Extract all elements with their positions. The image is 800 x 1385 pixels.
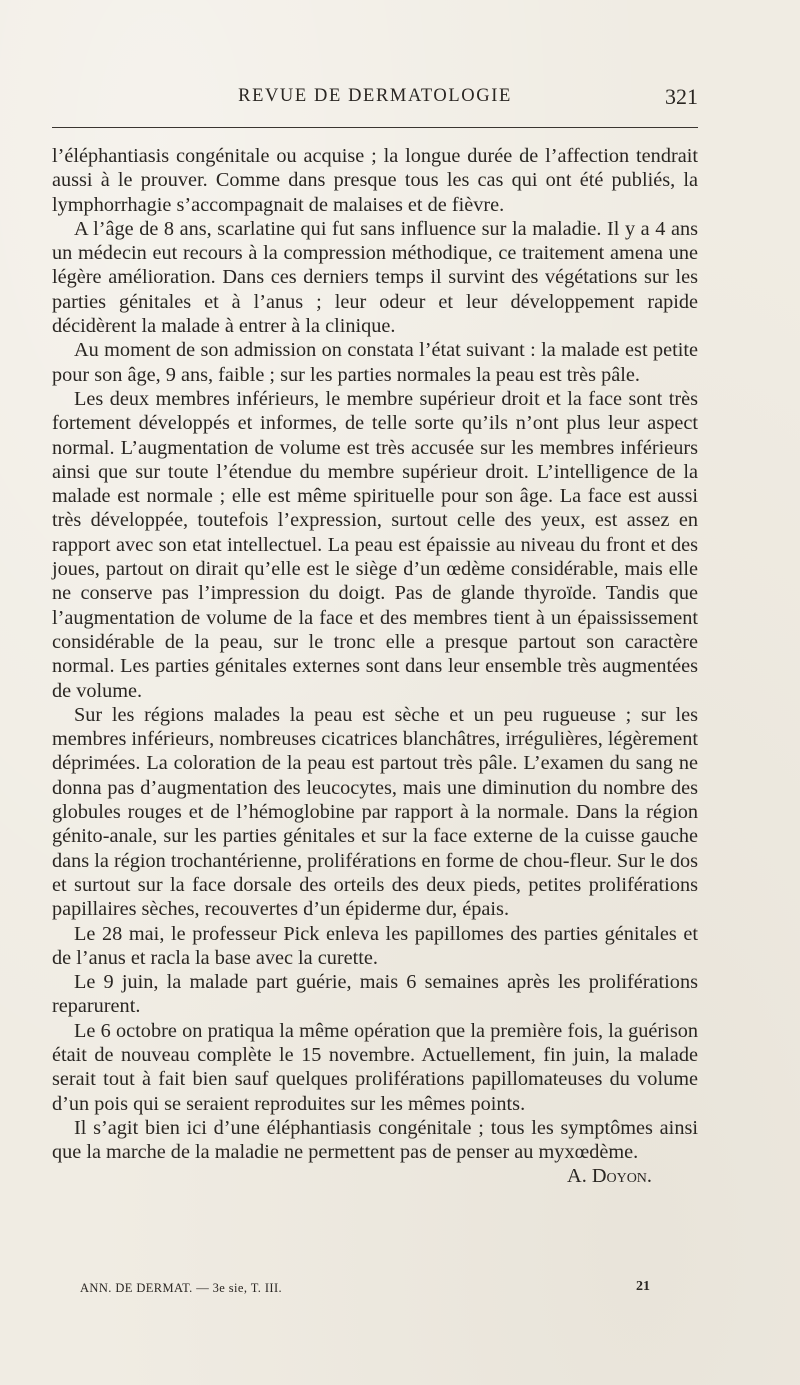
page-footer	[80, 1281, 650, 1301]
page-header	[52, 86, 698, 116]
paragraph: Le 9 juin, la malade part guérie, mais 6 semaines après les proliférations reparurent.	[52, 971, 698, 1018]
running-title: REVUE DE DERMATOLOGIE	[238, 86, 512, 106]
page-number: 321	[665, 84, 698, 109]
paragraph: Au moment de son admission on constata l’état suivant : la malade est petite pour son âge, 9 ans, faible ; sur les parties normales la peau est très pâle.	[52, 339, 698, 386]
paragraph: Sur les régions malades la peau est sèche et un peu rugueuse ; sur les membres inférieurs, nombreuses cicatrices blanchâtres, irrégulières, légèrement déprimées. La coloration de la peau est partout très pâle. L’examen du sang ne donna pas d’augmentation des leucocytes, mais une diminution du nombre des globules rouges et de l’hémoglobine par rapport à la normale. Dans la région génito-anale, sur les parties génitales et sur la face externe de la cuisse gauche dans la région trochantérienne, proliférations en forme de chou-fleur. Sur le dos et surtout sur la face dorsale des orteils des deux pieds, petites proliférations papillaires sèches, recouvertes d’un épiderme dur, épais.	[52, 703, 698, 921]
paragraph: Le 6 octobre on pratiqua la même opération que la première fois, la guérison était de nouveau complète le 15 novembre. Actuellement, fin juin, la malade serait tout à fait bien sauf quelques proliférations papillomateuses du volume d’un pois qui se seraient reproduites sur les mêmes points.	[52, 1019, 698, 1115]
body-text	[52, 144, 698, 1189]
header-rule	[52, 127, 698, 128]
paragraph: A l’âge de 8 ans, scarlatine qui fut sans influence sur la maladie. Il y a 4 ans un médecin eut recours à la compression méthodique, ce traitement amena une légère amélioration. Dans ces derniers temps il survint des végétations sur les parties génitales et à l’anus ; leur odeur et leur développement rapide décidèrent la malade à entrer à la clinique.	[52, 217, 698, 338]
author-signature: A. Doyon.	[567, 1165, 652, 1188]
paragraph: Le 28 mai, le professeur Pick enleva les papillomes des parties génitales et de l’anus et racla la base avec la curette.	[52, 922, 698, 969]
paragraph: l’éléphantiasis congénitale ou acquise ; la longue durée de l’affection tendrait aussi à le prouver. Comme dans presque tous les cas qui ont été publiés, la lymphorrhagie s’accompagnait de malaises et de fièvre.	[52, 145, 698, 216]
paragraph: Les deux membres inférieurs, le membre supérieur droit et la face sont très fortement développés et informes, de telle sorte qu’ils n’ont plus leur aspect normal. L’augmentation de volume est très accusée sur les membres inférieurs ainsi que sur toute l’étendue du membre supérieur droit. L’intelligence de la malade est normale ; elle est même spirituelle pour son âge. La face est aussi très développée, toutefois l’expression, surtout celle des yeux, est assez en rapport avec son etat intellectuel. La peau est épaissie au niveau du front et des joues, partout on dirait qu’elle est le siège d’un œdème considérable, mais elle ne conserve pas l’impression du doigt. Pas de glande thyroïde. Tandis que l’augmentation de volume de la face et des membres tient à un épaississement considérable de la peau, sur le tronc elle a presque partout son caractère normal. Les parties génitales externes sont dans leur ensemble très augmentées de volume.	[52, 387, 698, 702]
footer-journal-ref: ANN. DE DERMAT. — 3e sie, T. III.	[80, 1281, 283, 1295]
footer-signature-mark: 21	[636, 1279, 650, 1294]
paragraph: Il s’agit bien ici d’une éléphantiasis congénitale ; tous les symptômes ainsi que la marche de la maladie ne permettent pas de penser au myxœdème.	[52, 1116, 698, 1164]
